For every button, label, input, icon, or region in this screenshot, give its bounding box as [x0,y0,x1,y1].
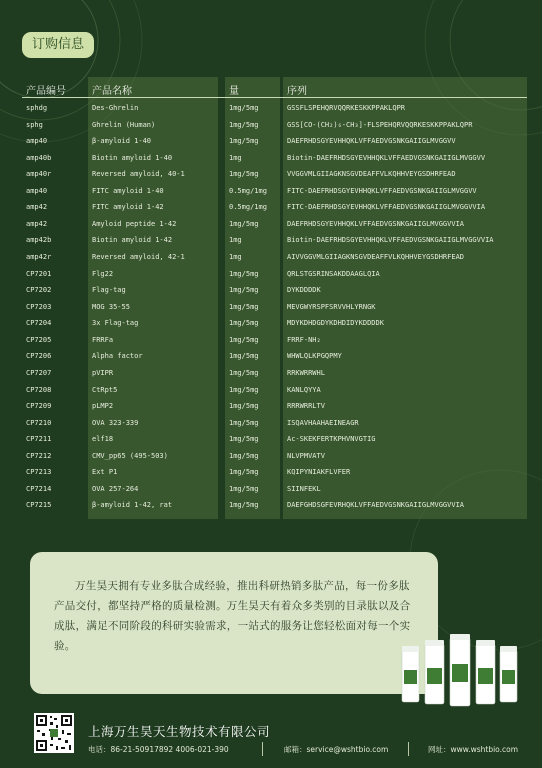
cell-amount: 1mg/5mg [229,352,259,361]
table-row [22,266,527,283]
cell-amount: 1mg/5mg [229,170,259,179]
cell-name: FITC amyloid 1-42 [92,203,164,212]
header-sequence: 序列 [287,86,307,97]
cell-amount: 1mg/5mg [229,418,259,427]
cell-amount: 1mg/5mg [229,104,259,112]
cell-sequence: MDYKDHDGDYKDHDIDYKDDDDK [287,319,384,328]
company-name: 上海万生昊天生物技术有限公司 [88,724,271,739]
cell-amount: 1mg/5mg [229,385,259,394]
cell-code: CP7208 [26,385,52,394]
cell-sequence: ISQAVHAAHAEINEAGR [287,418,359,427]
cell-name: Alpha factor [92,352,143,361]
cell-name: CMV_pp65 (495-503) [92,451,168,460]
cell-sequence: GSSFLSPEHQRVQQRKESKKPPAKLQPR [287,104,406,112]
cell-sequence: KQIPYNIAKFLVFER [287,468,351,477]
table-row [22,497,527,514]
table-row [22,365,527,382]
cell-amount: 1mg [229,236,242,245]
info-text: 万生昊天拥有专业多肽合成经验，推出科研热销多肽产品，每一份多肽产品交付，都坚持严格的质量检测。万生昊天有着众多类别的目录肽以及合成肽，满足不同阶段的科研实验需求，一站式的服务让您轻松面对每一个实验。 [54,580,411,652]
cell-name: Amyloid peptide 1-42 [92,219,177,228]
cell-sequence: FITC-DAEFRHDSGYEVHHQKLVFFAEDVGSNKGAIIGLMVGGVV [287,186,477,195]
table-row [22,100,527,117]
cell-sequence: FRRF-NH₂ [287,335,321,344]
cell-sequence: Biotin-DAEFRHDSGYEVHHQKLVFFAEDVGSNKGAIIGLMVGGVVIA [287,236,494,245]
cell-sequence: VVGGVMLGIIAGKNSGVDEAFFVLKQHHVEYGSDHRFEAD [287,170,456,179]
cell-code: CP7201 [26,269,52,278]
table-row [22,464,527,481]
cell-name: Ext P1 [92,468,118,477]
cell-name: Biotin amyloid 1-42 [92,236,173,245]
table-row [22,448,527,465]
cell-sequence: Biotin-DAEFRHDSGYEVHHQKLVFFAEDVGSNKGAIIGLMVGGVV [287,153,486,162]
table-row [22,232,527,249]
header-name: 产品名称 [92,86,132,97]
cell-amount: 1mg/5mg [229,219,259,228]
table-row [22,216,527,233]
cell-amount: 1mg/5mg [229,302,259,311]
cell-code: CP7214 [26,484,52,493]
cell-name: Flag-tag [92,286,126,295]
cell-amount: 1mg/5mg [229,137,259,146]
cell-code: amp42r [26,253,52,262]
cell-sequence: DAEFRHDSGYEVHHQKLVFFAEDVGSNKGAIIGLMVGGVV [287,137,456,146]
table-row [22,183,527,200]
cell-name: 3x Flag-tag [92,319,139,328]
cell-sequence: RRRWRRLTV [287,402,325,411]
order-info-label: 订购信息 [22,32,94,58]
cell-code: CP7204 [26,319,52,328]
cell-code: CP7202 [26,286,52,295]
cell-amount: 1mg/5mg [229,451,259,460]
cell-code: CP7207 [26,368,52,377]
table-row [22,199,527,216]
cell-name: β-amyloid 1-42, rat [92,501,173,510]
cell-code: CP7206 [26,352,52,361]
cell-amount: 1mg/5mg [229,286,259,295]
product-tubes-image [398,634,524,710]
contact-line [88,742,528,756]
cell-amount: 1mg [229,253,242,262]
table-row [22,133,527,150]
contact-divider [408,742,409,756]
cell-sequence: DAEFGHDSGFEVRHQKLVFFAEDVGSNKGAIIGLMVGGVVIA [287,501,465,510]
header-amount: 量 [229,86,239,97]
cell-name: CtRpt5 [92,385,118,394]
table-row [22,332,527,349]
table-row [22,315,527,332]
cell-amount: 1mg [229,153,242,162]
cell-code: CP7209 [26,402,52,411]
cell-name: OVA 257-264 [92,484,139,493]
table-row [22,166,527,183]
cell-code: amp40r [26,170,52,179]
cell-name: Des-Ghrelin [92,104,139,112]
cell-code: CP7211 [26,435,52,444]
table-row [22,150,527,167]
cell-code: amp40b [26,153,52,162]
table-row [22,415,527,432]
cell-sequence: DAEFRHDSGYEVHHQKLVFFAEDVGSNKGAIIGLMVGGVVIA [287,219,465,228]
table-row [22,348,527,365]
website-text[interactable]: 网址：www.wshtbio.com [428,745,519,754]
cell-amount: 1mg/5mg [229,319,259,328]
cell-sequence: AIVVGGVMLGIIAGKNSGVDEAFFVLKQHHVEYGSDHRFEAD [287,253,465,262]
cell-name: FITC amyloid 1-40 [92,186,164,195]
cell-amount: 1mg/5mg [229,402,259,411]
cell-code: amp42 [26,203,48,212]
cell-sequence: NLVPMVATV [287,451,325,460]
cell-name: pVIPR [92,368,114,377]
cell-sequence: KANLQYYA [287,385,321,394]
cell-sequence: Ac-SKEKFERTKPHVNVGTIG [287,435,376,444]
table-row [22,398,527,415]
cell-code: amp42 [26,219,48,228]
cell-code: CP7203 [26,302,52,311]
cell-name: Ghrelin (Human) [92,120,156,129]
info-card [30,552,438,694]
cell-sequence: FITC-DAEFRHDSGYEVHHQKLVFFAEDVGSNKGAIIGLMVGGVVIA [287,203,486,212]
cell-sequence: RRKWRRWHL [287,368,325,377]
cell-amount: 1mg/5mg [229,435,259,444]
cell-amount: 1mg/5mg [229,335,259,344]
table-row [22,431,527,448]
table-row [22,117,527,134]
cell-code: sphg [26,120,43,129]
table-row [22,481,527,498]
cell-code: sphdg [26,104,48,112]
contact-divider [262,742,263,756]
cell-amount: 1mg/5mg [229,120,259,129]
cell-sequence: MEVGWYRSPFSRVVHLYRNGK [287,302,376,311]
cell-name: Reversed amyloid, 40-1 [92,170,185,179]
cell-sequence: GSS[CO-(CH₂)₆-CH₃]-FLSPEHQRVQQRKESKKPPAKLQPR [287,120,473,129]
cell-name: MOG 35-55 [92,302,130,311]
email-text[interactable]: 邮箱：service@wshtbio.com [284,745,389,754]
cell-sequence: QRLSTGSRINSAKDDAAGLQIA [287,269,380,278]
cell-name: FRRFa [92,335,114,344]
cell-name: Biotin amyloid 1-40 [92,153,173,162]
cell-amount: 1mg/5mg [229,484,259,493]
cell-amount: 1mg/5mg [229,468,259,477]
cell-code: amp40 [26,137,48,146]
cell-name: pLMP2 [92,402,114,411]
cell-code: amp42b [26,236,52,245]
cell-name: Flg22 [92,269,114,278]
cell-code: amp40 [26,186,48,195]
cell-code: CP7212 [26,451,52,460]
table-row [22,299,527,316]
cell-amount: 1mg/5mg [229,501,259,510]
qr-code [34,713,74,753]
cell-amount: 0.5mg/1mg [229,203,267,212]
cell-code: CP7205 [26,335,52,344]
table-row [22,249,527,266]
cell-amount: 0.5mg/1mg [229,186,267,195]
table-row [22,282,527,299]
cell-code: CP7213 [26,468,52,477]
cell-code: CP7210 [26,418,52,427]
cell-name: elf18 [92,435,114,444]
cell-sequence: SIINFEKL [287,484,321,493]
cell-sequence: DYKDDDDK [287,286,321,295]
cell-name: β-amyloid 1-40 [92,137,152,146]
cell-amount: 1mg/5mg [229,368,259,377]
cell-sequence: WHWLQLKPGQPMY [287,352,342,361]
cell-name: OVA 323-339 [92,418,139,427]
cell-amount: 1mg/5mg [229,269,259,278]
header-code: 产品编号 [26,86,66,97]
cell-name: Reversed amyloid, 42-1 [92,253,185,262]
table-row [22,382,527,399]
phone-text: 电话：86-21-50917892 4006-021-390 [88,745,229,754]
header-divider [22,97,527,98]
cell-code: CP7215 [26,501,52,510]
table-header [22,77,527,97]
